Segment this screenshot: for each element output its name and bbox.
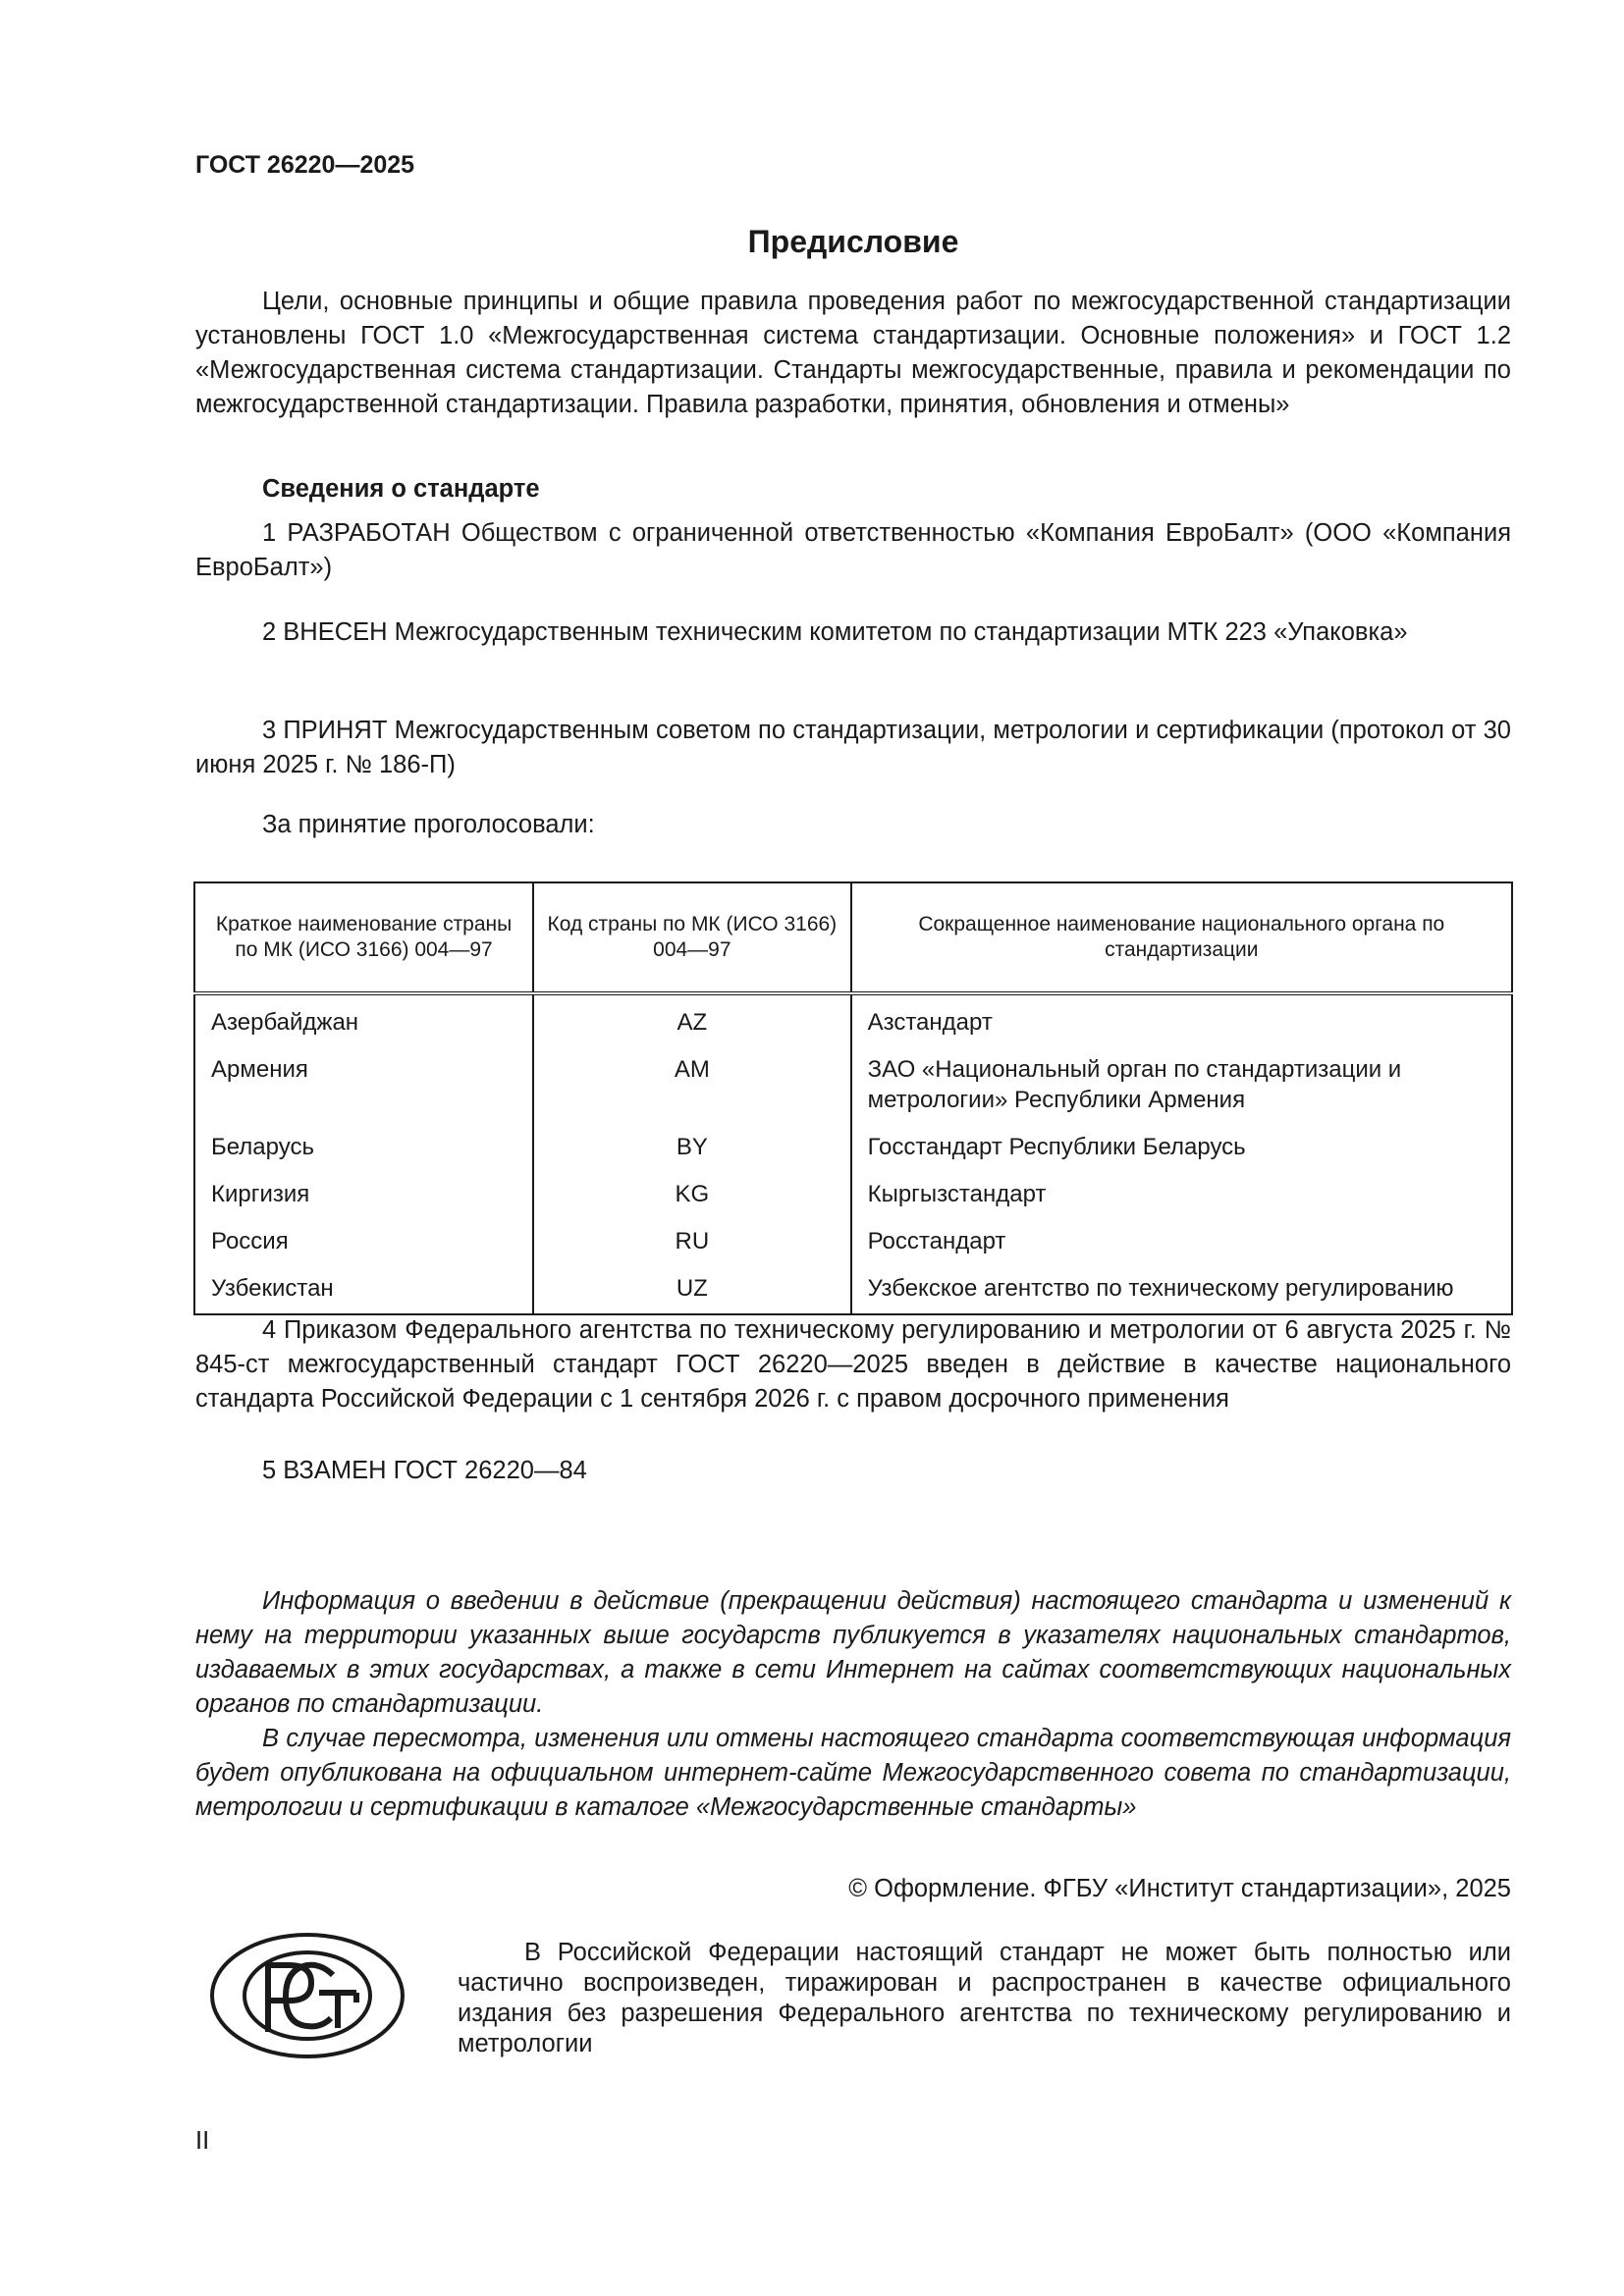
country-name: Узбекистан [194, 1265, 533, 1314]
rst-certification-mark-icon [209, 1932, 406, 2059]
table-row [194, 1046, 1512, 1124]
country-code: RU [533, 1218, 850, 1265]
header-country-code: Код страны по МК (ИСО 3166) 004—97 [533, 882, 850, 993]
country-code: KG [533, 1171, 850, 1218]
country-code: AM [533, 1046, 850, 1124]
notice-paragraph-1: Информация о введении в действие (прекращении действия) настоящего стандарта и изменений к нему на территории указанных выше государств публикуется в указателях национальных стандартов, издаваемых в этих государствах, а также в сети Интернет на сайтах соответствующих национальных органов по стандартизации. [195, 1587, 1511, 1718]
country-code: AZ [533, 993, 850, 1046]
item-order: 4 Приказом Федерального агентства по техническому регулированию и метрологии от 6 августа 2025 г. № 845-ст межгосударственный стандарт ГОСТ 26220—2025 введен в действие в качестве национального стандарта Российской Федерации с 1 сентября 2026 г. с правом досрочного применения [195, 1316, 1511, 1413]
national-body: Кыргызстандарт [851, 1171, 1512, 1218]
table-row [194, 1218, 1512, 1265]
national-body: Азстандарт [851, 993, 1512, 1046]
voted-label: За принятие проголосовали: [262, 811, 595, 838]
country-name: Россия [194, 1218, 533, 1265]
country-name: Азербайджан [194, 993, 533, 1046]
item-introduced: 2 ВНЕСЕН Межгосударственным техническим комитетом по стандартизации МТК 223 «Упаковка» [262, 618, 1408, 646]
national-body: Росстандарт [851, 1218, 1512, 1265]
notice-paragraph-2: В случае пересмотра, изменения или отмены настоящего стандарта соответствующая информация будет опубликована на официальном интернет-сайте Межгосударственного совета по стандартизации, метрологии и сертификации в каталоге «Межгосударственные стандарты» [195, 1725, 1511, 1821]
intro-paragraph: Цели, основные принципы и общие правила проведения работ по межгосударственной стандартизации установлены ГОСТ 1.0 «Межгосударственная система стандартизации. Основные положения» и ГОСТ 1.2 «Межгосударственная система стандартизации. Стандарты межгосударственные, правила и рекомендации по межгосударственной стандартизации. Правила разработки, принятия, обновления и отмены» [195, 288, 1511, 418]
country-code: BY [533, 1124, 850, 1171]
standard-code-header: ГОСТ 26220—2025 [195, 151, 415, 179]
legal-notice: В Российской Федерации настоящий стандарт не может быть полностью или частично воспроизведен, тиражирован и распространен в качестве официального издания без разрешения Федерального агентства по техническому регулированию и метрологии [458, 1939, 1511, 2057]
table-row [194, 1265, 1512, 1314]
item-developed: 1 РАЗРАБОТАН Обществом с ограниченной ответственностью «Компания ЕвроБалт» (ООО «Компания ЕвроБалт») [195, 519, 1511, 581]
country-name: Армения [194, 1046, 533, 1124]
voting-table [193, 881, 1513, 1315]
national-body: Узбекское агентство по техническому регулированию [851, 1265, 1512, 1314]
country-name: Беларусь [194, 1124, 533, 1171]
table-header-row [194, 882, 1512, 993]
table-row [194, 993, 1512, 1046]
standard-info-heading: Сведения о стандарте [262, 475, 540, 503]
national-body: Госстандарт Республики Беларусь [851, 1124, 1512, 1171]
header-national-body: Сокращенное наименование национального органа по стандартизации [851, 882, 1512, 993]
copyright-notice: © Оформление. ФГБУ «Институт стандартизации», 2025 [848, 1875, 1511, 1902]
item-adopted: 3 ПРИНЯТ Межгосударственным советом по стандартизации, метрологии и сертификации (протокол от 30 июня 2025 г. № 186-П) [195, 717, 1511, 778]
item-replaces: 5 ВЗАМЕН ГОСТ 26220—84 [262, 1457, 587, 1484]
page-title: Предисловие [747, 224, 959, 259]
table-row [194, 1124, 1512, 1171]
table-row [194, 1171, 1512, 1218]
country-code: UZ [533, 1265, 850, 1314]
country-name: Киргизия [194, 1171, 533, 1218]
national-body: ЗАО «Национальный орган по стандартизации и метрологии» Республики Армения [851, 1046, 1512, 1124]
header-country-name: Краткое наименование страны по МК (ИСО 3166) 004—97 [194, 882, 533, 993]
page-number: II [195, 2127, 210, 2155]
rst-logo-graphic [209, 1932, 406, 2059]
